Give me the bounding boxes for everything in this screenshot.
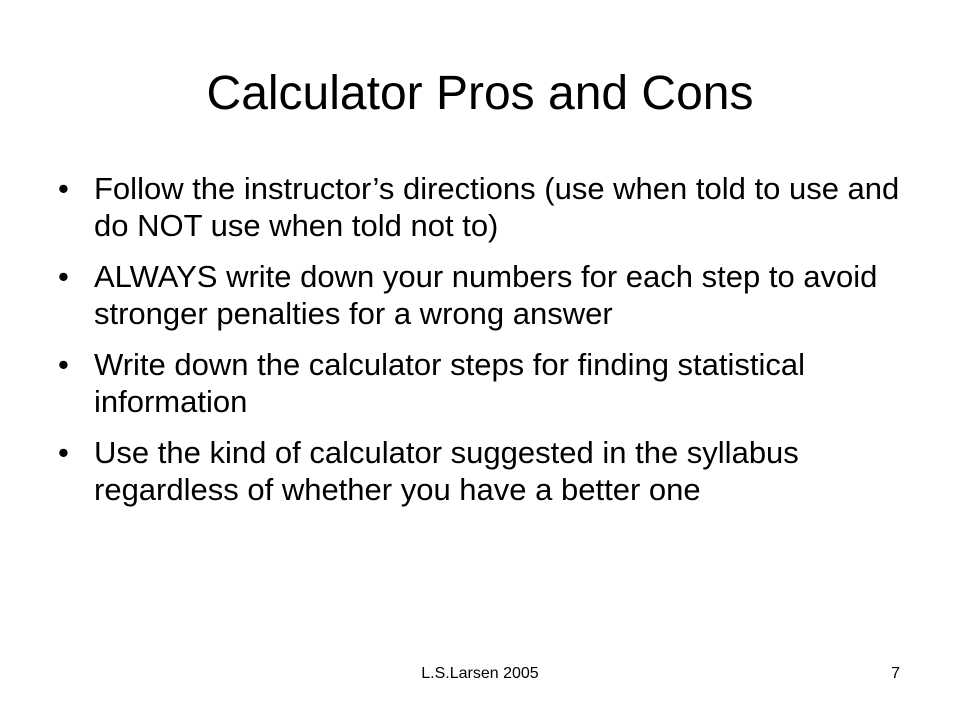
slide-title: Calculator Pros and Cons: [206, 67, 754, 120]
bullet-list: [58, 170, 908, 522]
page-number: 7: [891, 665, 900, 682]
bullet-icon: •: [58, 347, 69, 382]
bullet-icon: •: [58, 171, 69, 206]
bullet-item: [58, 170, 908, 244]
bullet-text: Write down the calculator steps for finding statistical information: [94, 347, 806, 419]
bullet-text: ALWAYS write down your numbers for each step to avoid stronger penalties for a wrong answer: [94, 259, 878, 331]
bullet-icon: •: [58, 435, 69, 470]
bullet-icon: •: [58, 259, 69, 294]
bullet-item: [58, 346, 908, 420]
bullet-text: Use the kind of calculator suggested in the syllabus regardless of whether you have a better one: [94, 435, 799, 507]
bullet-text: Follow the instructor’s directions (use when told to use and do NOT use when told not to): [94, 171, 900, 243]
footer-author: L.S.Larsen 2005: [421, 665, 539, 682]
bullet-item: [58, 434, 908, 508]
bullet-item: [58, 258, 908, 332]
